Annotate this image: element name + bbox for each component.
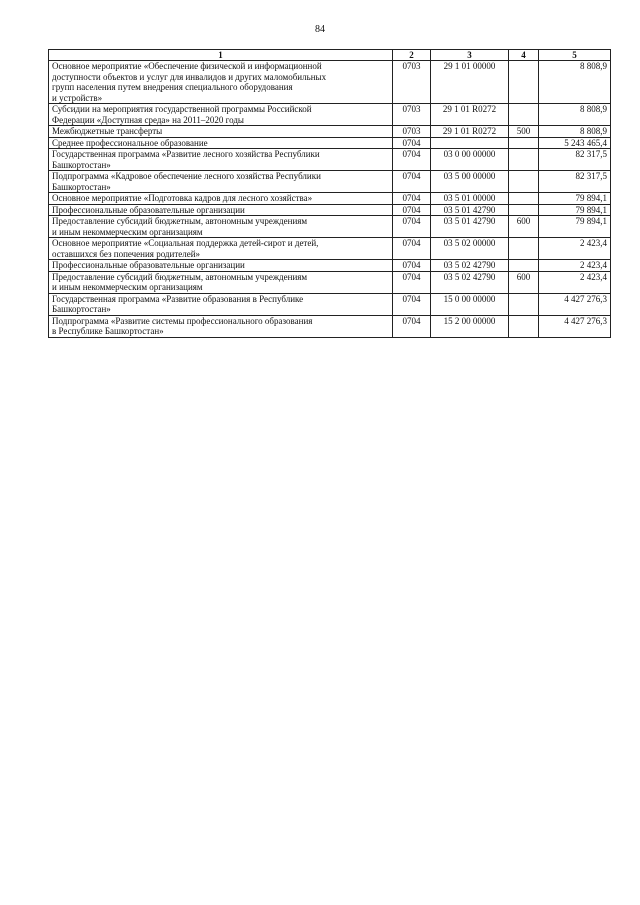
column-header-4: 4 xyxy=(509,50,539,61)
column-header-2: 2 xyxy=(393,50,431,61)
row-target-code xyxy=(431,293,509,315)
row-section-code-text: 0704 xyxy=(402,171,421,181)
row-amount xyxy=(539,193,611,205)
row-name-text: Предоставление субсидий бюджетным, автономным учреждениям и иным некоммерческим организациям xyxy=(52,271,308,292)
table-row xyxy=(49,149,611,171)
row-target-code xyxy=(431,260,509,272)
row-section-code xyxy=(393,293,431,315)
row-expense-type xyxy=(509,137,539,149)
column-header-1: 1 xyxy=(49,50,393,61)
row-amount-text: 79 894,1 xyxy=(575,193,607,203)
row-section-code-text: 0704 xyxy=(402,149,421,159)
row-name xyxy=(49,293,393,315)
row-amount-text: 8 808,9 xyxy=(580,104,607,114)
row-amount xyxy=(539,104,611,126)
row-expense-type-text: 600 xyxy=(516,216,531,226)
row-amount xyxy=(539,126,611,138)
row-target-code-text: 29 1 01 R0272 xyxy=(442,104,497,114)
row-amount-text: 2 423,4 xyxy=(580,260,607,270)
table-row xyxy=(49,216,611,238)
row-name xyxy=(49,204,393,216)
row-target-code xyxy=(431,216,509,238)
row-expense-type xyxy=(509,238,539,260)
row-target-code xyxy=(431,271,509,293)
column-header-3: 3 xyxy=(431,50,509,61)
row-target-code-text: 29 1 01 R0272 xyxy=(442,126,497,136)
row-target-code-text: 03 0 00 00000 xyxy=(443,149,496,159)
budget-table xyxy=(48,49,611,338)
table-row xyxy=(49,126,611,138)
row-expense-type xyxy=(509,104,539,126)
row-name-text: Среднее профессиональное образование xyxy=(52,137,208,148)
row-expense-type xyxy=(509,171,539,193)
row-name-text: Субсидии на мероприятия государственной программы Российской Федерации «Доступная среда» на 2011–2020 годы xyxy=(52,104,312,125)
table-row xyxy=(49,238,611,260)
row-section-code xyxy=(393,260,431,272)
row-expense-type xyxy=(509,126,539,138)
table-row xyxy=(49,204,611,216)
row-amount xyxy=(539,61,611,104)
row-section-code-text: 0704 xyxy=(402,216,421,226)
row-name xyxy=(49,61,393,104)
row-name xyxy=(49,216,393,238)
row-target-code-text: 03 5 01 00000 xyxy=(443,193,496,203)
row-name xyxy=(49,149,393,171)
table-body xyxy=(49,61,611,338)
table-row xyxy=(49,137,611,149)
row-amount-text: 2 423,4 xyxy=(580,238,607,248)
row-target-code-text: 03 5 02 42790 xyxy=(443,260,496,270)
row-name xyxy=(49,104,393,126)
row-expense-type xyxy=(509,61,539,104)
row-expense-type xyxy=(509,315,539,337)
row-amount xyxy=(539,260,611,272)
row-section-code xyxy=(393,238,431,260)
row-target-code-text: 15 0 00 00000 xyxy=(443,293,496,304)
row-amount xyxy=(539,315,611,337)
row-target-code xyxy=(431,193,509,205)
row-name-text: Подпрограмма «Развитие системы профессионального образования в Республике Башкортостан» xyxy=(52,315,313,336)
row-target-code-text: 03 5 02 42790 xyxy=(443,271,496,282)
table-header xyxy=(49,50,611,61)
row-target-code xyxy=(431,126,509,138)
row-target-code xyxy=(431,315,509,337)
row-name-text: Профессиональные образовательные организации xyxy=(52,260,245,270)
row-section-code xyxy=(393,61,431,104)
column-header-5: 5 xyxy=(539,50,611,61)
row-amount xyxy=(539,293,611,315)
row-section-code-text: 0704 xyxy=(402,271,421,282)
row-section-code-text: 0704 xyxy=(402,315,421,326)
row-target-code xyxy=(431,61,509,104)
row-amount xyxy=(539,238,611,260)
row-section-code xyxy=(393,315,431,337)
row-amount-text: 4 427 276,3 xyxy=(564,293,607,304)
row-section-code xyxy=(393,216,431,238)
row-expense-type xyxy=(509,216,539,238)
row-amount-text: 82 317,5 xyxy=(575,149,607,159)
row-amount xyxy=(539,204,611,216)
row-expense-type xyxy=(509,193,539,205)
row-section-code-text: 0703 xyxy=(402,104,421,114)
row-target-code-text: 15 2 00 00000 xyxy=(443,315,496,326)
row-target-code xyxy=(431,149,509,171)
row-amount xyxy=(539,149,611,171)
table-row xyxy=(49,315,611,337)
row-section-code-text: 0704 xyxy=(402,137,421,148)
row-name-text: Государственная программа «Развитие образования в Республике Башкортостан» xyxy=(52,293,304,314)
row-name xyxy=(49,193,393,205)
row-section-code xyxy=(393,193,431,205)
row-amount xyxy=(539,171,611,193)
row-amount-text: 4 427 276,3 xyxy=(564,315,607,326)
table-row xyxy=(49,193,611,205)
row-section-code-text: 0703 xyxy=(402,61,421,71)
row-section-code-text: 0704 xyxy=(402,293,421,304)
row-name-text: Подпрограмма «Кадровое обеспечение лесного хозяйства Республики Башкортостан» xyxy=(52,171,321,192)
row-name-text: Государственная программа «Развитие лесного хозяйства Республики Башкортостан» xyxy=(52,149,320,170)
table-row xyxy=(49,260,611,272)
row-target-code-text: 03 5 00 00000 xyxy=(443,171,496,181)
row-name-text: Основное мероприятие «Социальная поддержка детей-сирот и детей, оставшихся без попечения родителей» xyxy=(52,238,319,259)
row-name-text: Межбюджетные трансферты xyxy=(52,126,163,136)
row-section-code-text: 0704 xyxy=(402,193,421,203)
row-amount-text: 79 894,1 xyxy=(575,216,607,226)
row-name-text: Основное мероприятие «Обеспечение физической и информационной доступности объектов и услуг для инвалидов и других маломобильных групп населения путем внедрения специального оборудования и устройств» xyxy=(52,61,327,103)
row-expense-type-text: 500 xyxy=(516,126,531,136)
row-name xyxy=(49,171,393,193)
table-row xyxy=(49,104,611,126)
row-expense-type xyxy=(509,271,539,293)
table-row xyxy=(49,271,611,293)
row-section-code-text: 0703 xyxy=(402,126,421,136)
row-section-code-text: 0704 xyxy=(402,238,421,248)
row-name-text: Профессиональные образовательные организации xyxy=(52,204,245,215)
row-expense-type xyxy=(509,149,539,171)
row-amount xyxy=(539,271,611,293)
row-name xyxy=(49,238,393,260)
row-target-code xyxy=(431,171,509,193)
table-row xyxy=(49,171,611,193)
row-section-code xyxy=(393,104,431,126)
row-target-code-text: 03 5 02 00000 xyxy=(443,238,496,248)
row-expense-type xyxy=(509,204,539,216)
row-section-code-text: 0704 xyxy=(402,204,421,215)
row-target-code xyxy=(431,238,509,260)
row-name xyxy=(49,315,393,337)
row-amount-text: 82 317,5 xyxy=(575,171,607,181)
row-name xyxy=(49,137,393,149)
page-number: 84 xyxy=(315,24,325,35)
table-row xyxy=(49,61,611,104)
row-section-code xyxy=(393,137,431,149)
header-row xyxy=(49,50,611,61)
row-expense-type xyxy=(509,293,539,315)
row-section-code xyxy=(393,271,431,293)
row-section-code-text: 0704 xyxy=(402,260,421,270)
row-section-code xyxy=(393,149,431,171)
row-expense-type xyxy=(509,260,539,272)
row-name-text: Предоставление субсидий бюджетным, автономным учреждениям и иным некоммерческим организациям xyxy=(52,216,308,237)
row-section-code xyxy=(393,126,431,138)
table-row xyxy=(49,293,611,315)
row-target-code-text: 29 1 01 00000 xyxy=(443,61,496,71)
row-target-code xyxy=(431,137,509,149)
row-expense-type-text: 600 xyxy=(516,271,531,282)
row-section-code xyxy=(393,171,431,193)
row-name-text: Основное мероприятие «Подготовка кадров для лесного хозяйства» xyxy=(52,193,313,203)
row-target-code-text: 03 5 01 42790 xyxy=(443,216,496,226)
row-amount-text: 8 808,9 xyxy=(580,61,607,71)
row-amount xyxy=(539,137,611,149)
row-target-code-text: 03 5 01 42790 xyxy=(443,204,496,215)
row-target-code xyxy=(431,104,509,126)
row-name xyxy=(49,271,393,293)
row-target-code xyxy=(431,204,509,216)
row-amount-text: 8 808,9 xyxy=(580,126,607,136)
row-amount-text: 79 894,1 xyxy=(575,204,607,215)
row-name xyxy=(49,260,393,272)
row-amount-text: 2 423,4 xyxy=(580,271,607,282)
row-name xyxy=(49,126,393,138)
row-section-code xyxy=(393,204,431,216)
row-amount xyxy=(539,216,611,238)
row-amount-text: 5 243 465,4 xyxy=(564,137,607,148)
